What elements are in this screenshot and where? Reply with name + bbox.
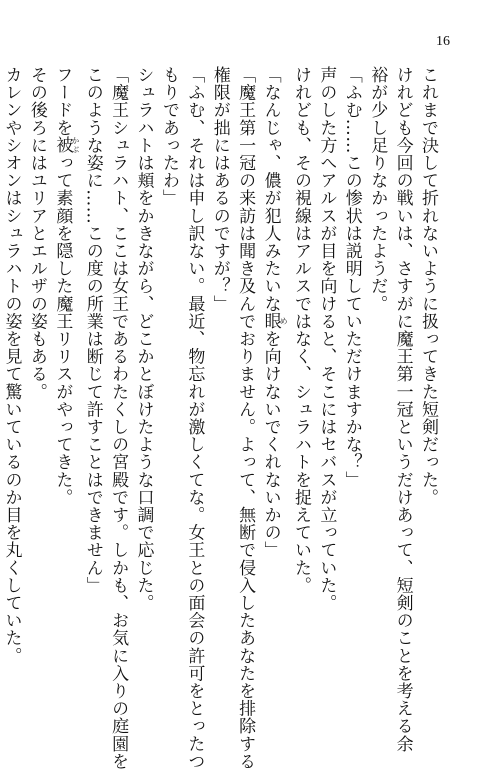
text-line-17: カレンやシオンはシュラハトの姿を見て驚いているのか目を丸くしていた。 <box>1 66 22 665</box>
furigana: 眼め <box>260 312 289 331</box>
text-line-11: もりであったわ」 <box>158 66 179 207</box>
text-line-7: 「なんじゃ、儂が犯人みたいな眼めを向けないでくれないかの」 <box>260 66 289 559</box>
text-line-16: その後ろにはユリアとエルザの姿もある。 <box>26 66 47 401</box>
text-line-3: 裕が少し足りなかったようだ。 <box>367 66 388 313</box>
text-line-14: このような姿に……この度の所業は断じて許すことはできません」 <box>82 66 103 594</box>
page-number: 16 <box>436 34 450 49</box>
text-line-10: 「ふむ、それは申し訳ない。最近、物忘れが激しくてな。女王との面会の許可をとったつ <box>184 66 205 770</box>
text-line-9: 権限が拙にはあるのですが？」 <box>209 66 230 313</box>
body-text <box>0 66 440 770</box>
text-line-1: これまで決して折れないように扱ってきた短剣だった。 <box>418 66 438 506</box>
furigana: 被かぶ <box>52 136 80 155</box>
text-line-13: 「魔王シュラハト、ここは女王であるわたくしの宮殿です。しかも、お気に入りの庭園を <box>108 66 129 770</box>
text-line-15: フードを被かぶって素顔を隠した魔王リリスがやってきた。 <box>52 66 80 507</box>
text-line-4: 「ふむ……この惨状は説明していただけますかな？」 <box>341 66 362 489</box>
text-line-2: けれども今回の戦いは、さすがに魔王第一冠というだけあって、短剣のことを考える余 <box>392 66 413 753</box>
text-line-12: シュラハトは頬をかきながら、どこかとぼけたような口調で応じた。 <box>133 66 154 612</box>
text-line-5: 声のした方へアルスが目を向けると、そこにはセバスが立っていた。 <box>316 66 337 612</box>
text-line-6: けれども、その視線はアルスではなく、シュラハトを捉えていた。 <box>290 66 311 594</box>
text-line-8: 「魔王第一冠の来訪は聞き及んでおりません。よって、無断で侵入したあなたを排除する <box>235 66 256 770</box>
